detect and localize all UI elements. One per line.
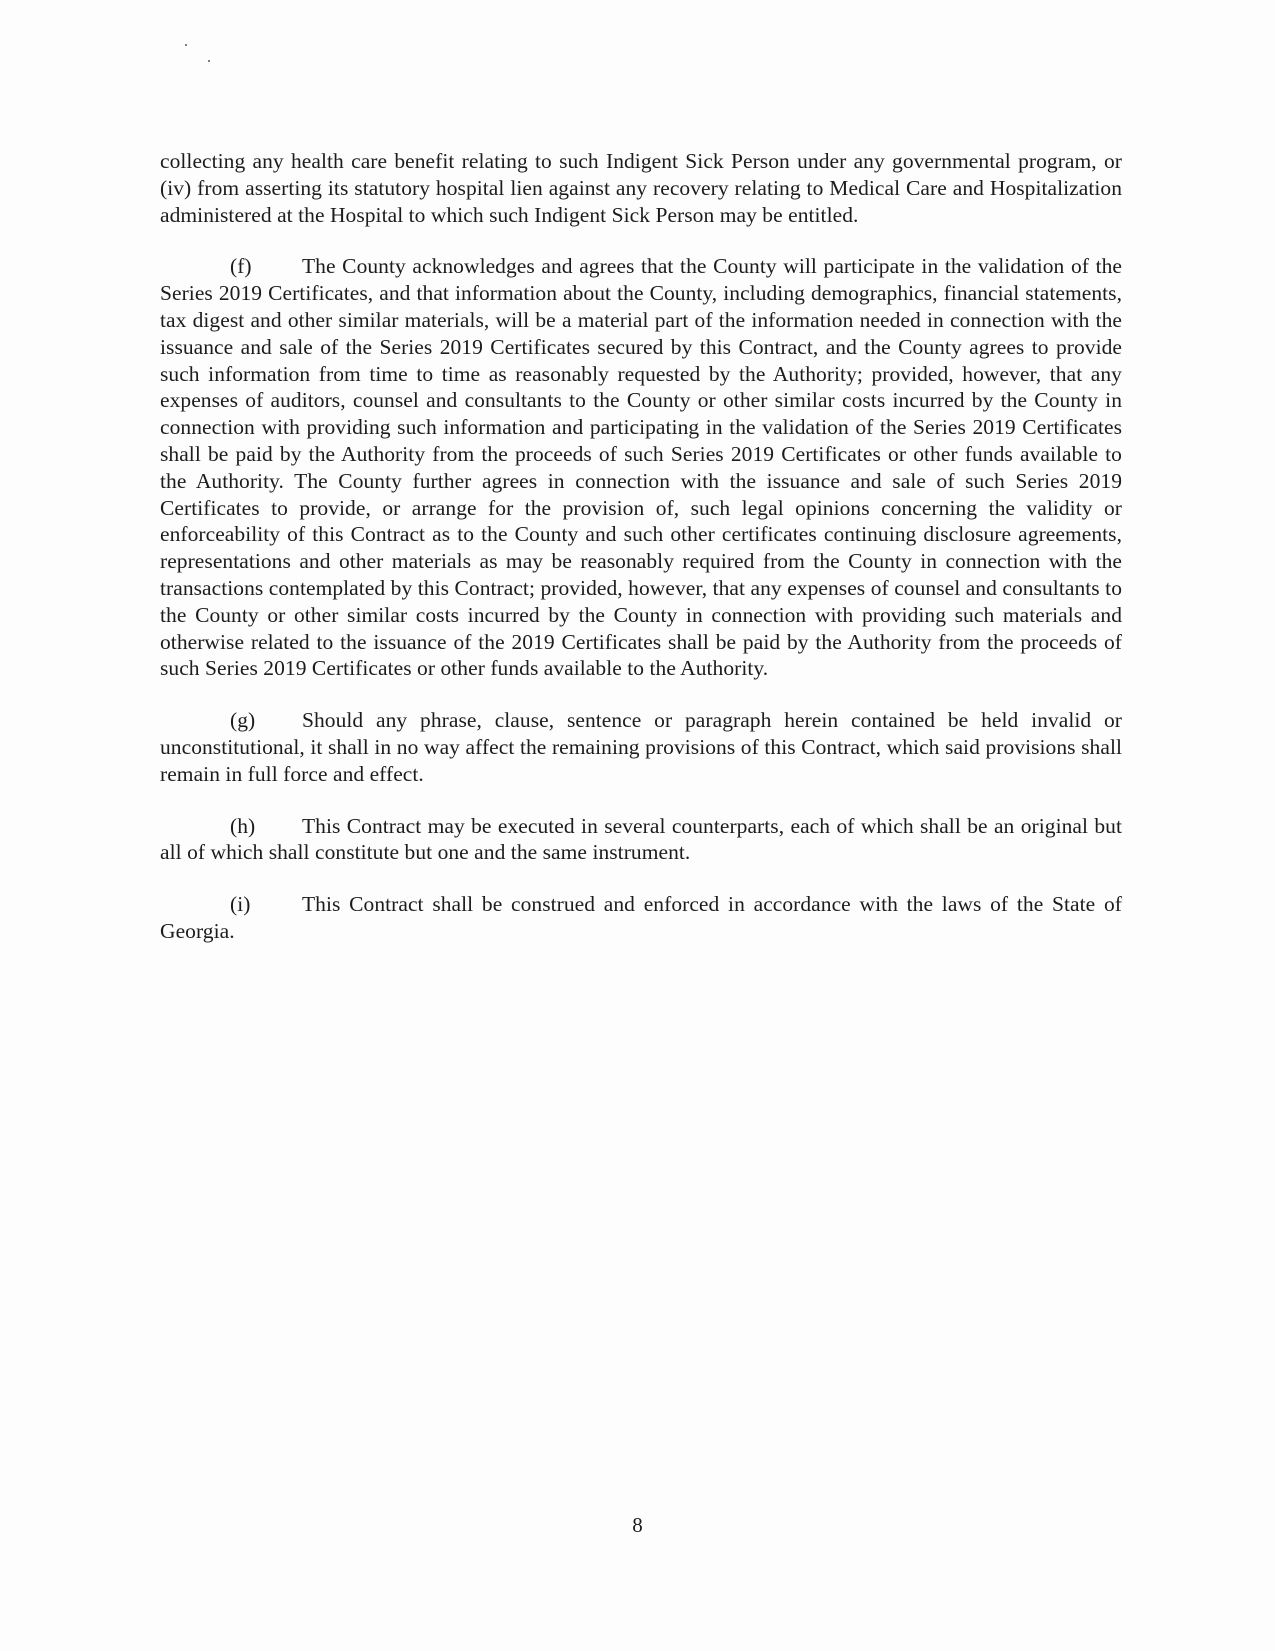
paragraph-h	[160, 813, 1122, 867]
paragraph-text: Should any phrase, clause, sentence or paragraph herein contained be held invalid or unconstitutional, it shall in no way affect the remaining provisions of this Contract, which said provisions shall remain in full force and effect.	[160, 708, 1122, 786]
paragraph-continuation	[160, 148, 1122, 228]
paragraph-text: collecting any health care benefit relating to such Indigent Sick Person under any governmental program, or (iv) from asserting its statutory hospital lien against any recovery relating to Medical Care and Hospitalization administered at the Hospital to which such Indigent Sick Person may be entitled.	[160, 149, 1122, 227]
scan-speck	[185, 44, 187, 46]
paragraph-marker: (h)	[230, 813, 256, 838]
paragraph-marker: (f)	[230, 254, 252, 279]
paragraph-marker: (i)	[230, 892, 251, 917]
document-body	[160, 148, 1122, 970]
scan-speck	[208, 60, 210, 62]
paragraph-i	[160, 891, 1122, 945]
paragraph-g	[160, 707, 1122, 787]
paragraph-text: The County acknowledges and agrees that the County will participate in the validation of the Series 2019 Certificates, and that information about the County, including demographics, financial statements, tax digest and other similar materials, will be a material part of the information needed in connection with the issuance and sale of the Series 2019 Certificates secured by this Contract, and the County agrees to provide such information from time to time as reasonably requested by the Authority; provided, however, that any expenses of auditors, counsel and consultants to the County or other similar costs incurred by the County in connection with providing such information and participating in the validation of the Series 2019 Certificates shall be paid by the Authority from the proceeds of such Series 2019 Certificates or other funds available to the Authority. The County further agrees in connection with the issuance and sale of such Series 2019 Certificates to provide, or arrange for the provision of, such legal opinions concerning the validity or enforceability of this Contract as to the County and such other certificates continuing disclosure agreements, representations and other materials as may be reasonably required from the County in connection with the transactions contemplated by this Contract; provided, however, that any expenses of counsel and consultants to the County or other similar costs incurred by the County in connection with providing such materials and otherwise related to the issuance of the 2019 Certificates shall be paid by the Authority from the proceeds of such Series 2019 Certificates or other funds available to the Authority.	[160, 254, 1122, 681]
paragraph-text: This Contract may be executed in several counterparts, each of which shall be an original but all of which shall constitute but one and the same instrument.	[160, 813, 1122, 865]
paragraph-f	[160, 253, 1122, 682]
page-number: 8	[632, 1513, 643, 1537]
paragraph-text: This Contract shall be construed and enforced in accordance with the laws of the State of Georgia.	[160, 892, 1122, 943]
paragraph-marker: (g)	[230, 708, 256, 733]
